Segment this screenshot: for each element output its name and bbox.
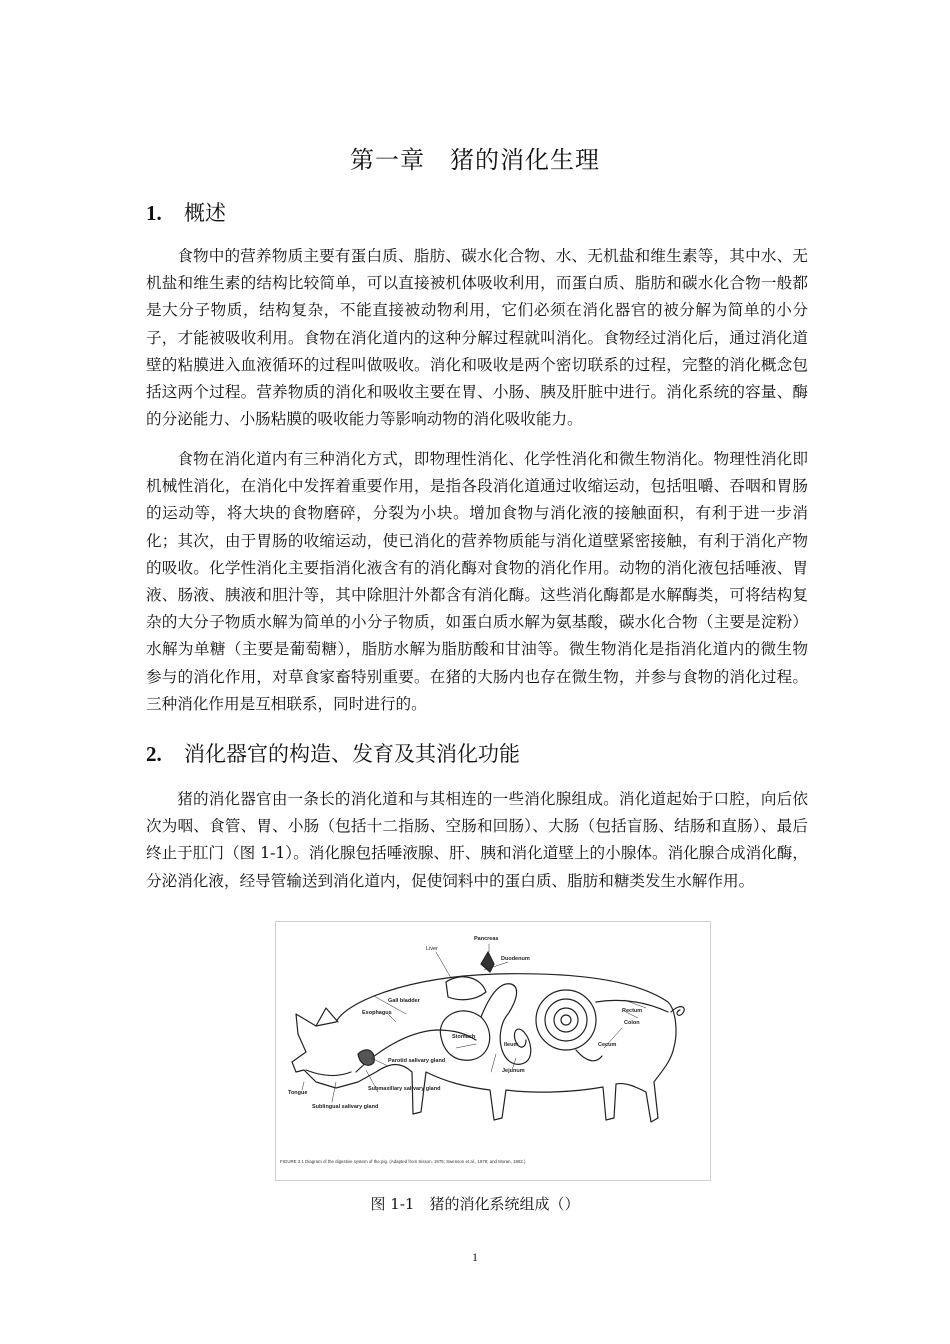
label-stomach: Stomach [452, 1034, 476, 1040]
salivary-gland [358, 1050, 374, 1065]
label-jejunum: Jejunum [502, 1068, 525, 1074]
label-liver: Liver [426, 946, 438, 952]
section-heading-text: 消化器官的构造、发育及其消化功能 [184, 742, 520, 766]
chapter-title: 第一章 猪的消化生理 [350, 146, 600, 174]
jejunum-coil [500, 1014, 531, 1064]
section-number: 1. [146, 201, 162, 225]
duodenum-line [481, 984, 517, 1017]
label-submaxillary: Submaxillary salivary gland [368, 1086, 441, 1092]
colon-spiral-core [561, 1015, 571, 1025]
pig-outline [292, 974, 676, 1122]
section-number: 2. [146, 742, 162, 766]
liver-shape [446, 977, 486, 1000]
label-rectum: Rectum [622, 1008, 643, 1014]
label-tongue: Tongue [288, 1090, 308, 1096]
tongue-shape [306, 1070, 351, 1076]
section-heading-digestive-organs [146, 738, 520, 768]
label-gall-bladder: Gall bladder [388, 998, 420, 1004]
figure-caption: 图 1-1 猪的消化系统组成（） [370, 1195, 580, 1213]
cecum-shape [576, 1050, 602, 1061]
paragraph: 猪的消化器官由一条长的消化道和与其相连的一些消化腺组成。消化道起始于口腔，向后依次为咽、食管、胃、小肠（包括十二指肠、空肠和回肠）、大肠（包括盲肠、结肠和直肠）、最后终止于肛门（图 1-1）。消化腺包括唾液腺、肝、胰和消化道壁上的小腺体。消化腺合成消化酶，分泌消化液，经导管输送到消化道内，促使饲料中的蛋白质、脂肪和糖类发生水解作用。 [146, 790, 808, 890]
lead-lines [302, 944, 646, 1102]
paragraph: 食物中的营养物质主要有蛋白质、脂肪、碳水化合物、水、无机盐和维生素等，其中水、无机盐和维生素的结构比较简单，可以直接被机体吸收利用，而蛋白质、脂肪和碳水化合物一般都是大分子物质，结构复杂，不能直接被动物利用，它们必须在消化器官的被分解为简单的小分子，才能被吸收利用。食物在消化道内的这种分解过程就叫消化。食物经过消化后，通过消化道壁的粘膜进入血液循环的过程叫做吸收。消化和吸收是两个密切联系的过程，完整的消化概念包括这两个过程。营养物质的消化和吸收主要在胃、小肠、胰及肝脏中进行。消化系统的容量、酶的分泌能力、小肠粘膜的吸收能力等影响动物的消化吸收能力。 [146, 247, 808, 429]
label-duodenum: Duodenum [501, 956, 530, 962]
section-heading-overview [146, 197, 226, 227]
paragraph: 食物在消化道内有三种消化方式，即物理性消化、化学性消化和微生物消化。物理性消化即机械性消化，在消化中发挥着重要作用，是指各段消化道通过收缩运动，包括咀嚼、吞咽和胃肠的运动等，将大块的食物磨碎，分裂为小块。增加食物与消化液的接触面积，有利于进一步消化；其次，由于胃肠的收缩运动，使已消化的营养物质能与消化道壁紧密接触，有利于消化产物的吸收。化学性消化主要指消化液含有的消化酶对食物的消化作用。动物的消化液包括唾液、胃液、肠液、胰液和胆汁等，其中除胆汁外都含有消化酶。这些消化酶都是水解酶类，可将结构复杂的大分子物质水解为简单的小分子物质，如蛋白质水解为氨基酸，碳水化合物（主要是淀粉）水解为单糖（主要是葡萄糖），脂肪水解为脂肪酸和甘油等。微生物消化是指消化道内的微生物参与的消化作用，对草食家畜特别重要。在猪的大肠内也存在微生物，并参与食物的消化过程。三种消化作用是互相联系，同时进行的。 [146, 450, 808, 713]
label-cecum: Cecum [598, 1042, 617, 1048]
label-sublingual: Sublingual salivary gland [312, 1104, 379, 1110]
label-esophagus: Esophagus [362, 1010, 392, 1016]
label-parotid: Parotid salivary gland [388, 1058, 446, 1064]
colon-spiral-mid [545, 999, 587, 1041]
colon-spiral-inner [554, 1008, 578, 1032]
pig-digestive-diagram [275, 921, 711, 1181]
label-ileum: Ileum [504, 1042, 519, 1048]
section-heading-text: 概述 [184, 201, 226, 225]
figure-inner-caption: FIGURE 3.1 Diagram of the digestive system of the pig. (Adapted from Sisson, 1975; Swenson et al., 1979; and Moran, 1982.) [280, 1159, 526, 1164]
label-pancreas: Pancreas [474, 936, 499, 942]
page-number: 1 [472, 1250, 478, 1264]
label-colon: Colon [624, 1020, 640, 1026]
